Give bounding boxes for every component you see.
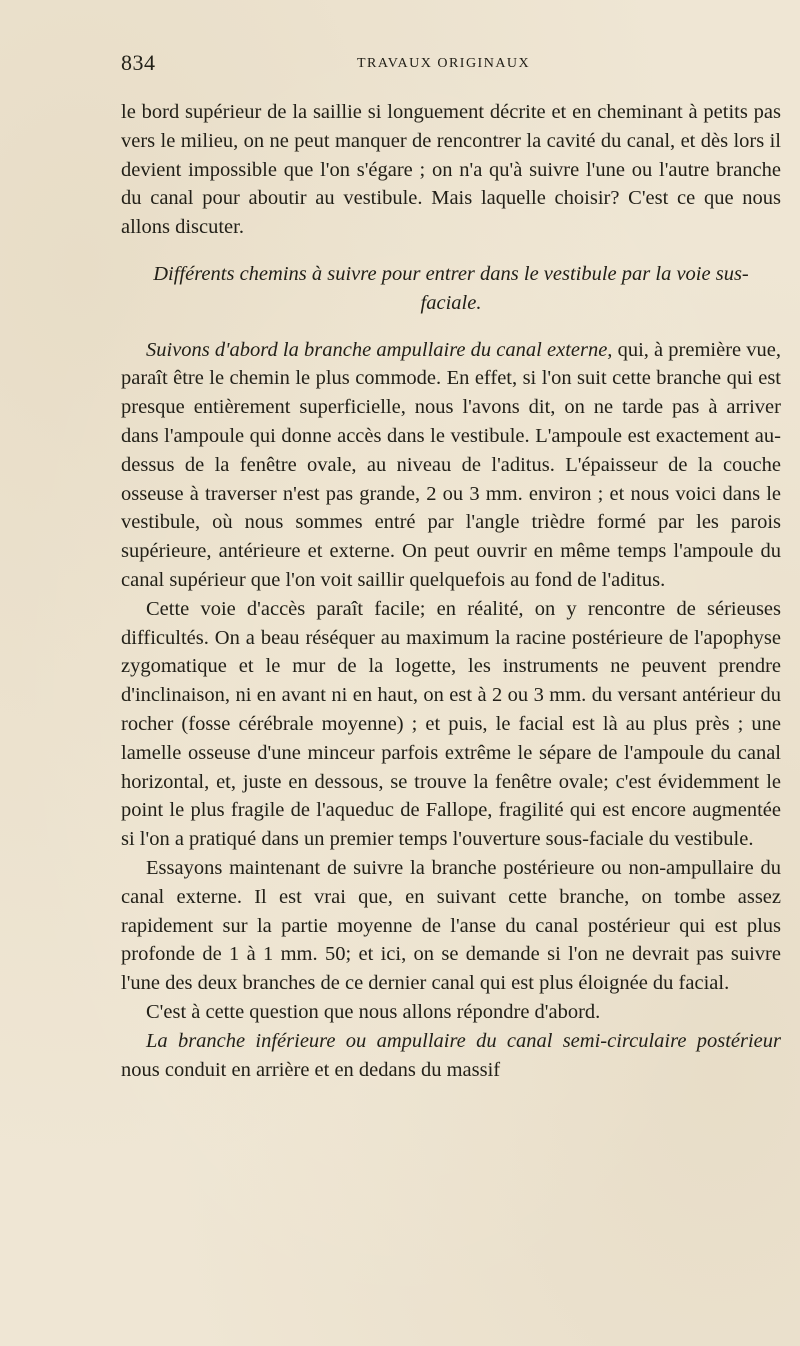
page-number: 834 bbox=[121, 50, 156, 75]
paragraph-lead-italic: La branche inférieure ou ampullaire du canal semi-circulaire postérieur bbox=[146, 1029, 781, 1052]
paragraph-continuation: le bord supérieur de la saillie si longuement décrite et en cheminant à petits pas vers le milieu, on ne peut manquer de rencontrer la cavité du canal, et dès lors il devient impossible que l'on s'égare ; on n'a qu'à suivre l'une ou l'autre branche du canal pour aboutir au vestibule. Mais laquelle choisir? C'est ce que nous allons discuter. bbox=[121, 101, 781, 239]
body-text bbox=[121, 98, 781, 1084]
paragraph-body: qui, à première vue, paraît être le chemin le plus commode. En effet, si l'on suit cette branche qui est presque entièrement superficielle, nous l'avons dit, on ne tarde pas à arriver dans l'ampoule qui donne accès dans le vestibule. L'ampoule est exactement au-dessus de la fenêtre ovale, au niveau de l'aditus. L'épaisseur de la couche osseuse à traverser n'est pas grande, 2 ou 3 mm. environ ; et nous voici dans le vestibule, où nous sommes entré par l'angle trièdre formé par les parois supérieure, antérieure et externe. On peut ouvrir en même temps l'ampoule du canal supérieur que l'on voit saillir quelquefois au fond de l'aditus. bbox=[121, 338, 781, 591]
paragraph-branche-posterieure: Essayons maintenant de suivre la branche postérieure ou non-ampullaire du canal externe. Il est vrai que, en suivant cette branche, on tombe assez rapidement sur la partie moyenne de l'anse du canal postérieur qui est plus profonde de 1 à 1 mm. 50; et ici, on se demande si l'on ne devrait pas suivre l'une des deux branches de ce dernier canal qui est plus éloignée du facial. bbox=[121, 856, 781, 995]
paragraph-branche-inferieure bbox=[121, 1027, 781, 1085]
section-heading: Différents chemins à suivre pour entrer dans le vestibule par la voie sus-faciale. bbox=[153, 262, 749, 314]
paragraph-question: C'est à cette question que nous allons répondre d'abord. bbox=[146, 1000, 601, 1023]
paragraph-body: nous conduit en arrière et en dedans du massif bbox=[121, 1058, 501, 1081]
paragraph-ampullaire-externe bbox=[121, 336, 781, 595]
paragraph-difficultes: Cette voie d'accès paraît facile; en réalité, on y rencontre de sérieuses difficultés. On a beau réséquer au maximum la racine postérieure de l'apophyse zygomatique et le mur de la logette, les instruments ne peuvent prendre d'inclinaison, ni en avant ni en haut, on est à 2 ou 3 mm. du versant antérieur du rocher (fosse cérébrale moyenne) ; et puis, le facial est là au plus près ; une lamelle osseuse d'une minceur parfois extrême le sépare de l'ampoule du canal horizontal, et, juste en dessous, se trouve la fenêtre ovale; c'est évidemment le point le plus fragile de l'aqueduc de Fallope, fragilité qui est encore augmentée si l'on a pratiqué dans un premier temps l'ouverture sous-faciale du vestibule. bbox=[121, 597, 781, 851]
paragraph-lead-italic: Suivons d'abord la branche ampullaire du canal externe, bbox=[146, 338, 613, 361]
running-header bbox=[121, 50, 779, 80]
running-title: TRAVAUX ORIGINAUX bbox=[357, 56, 531, 71]
